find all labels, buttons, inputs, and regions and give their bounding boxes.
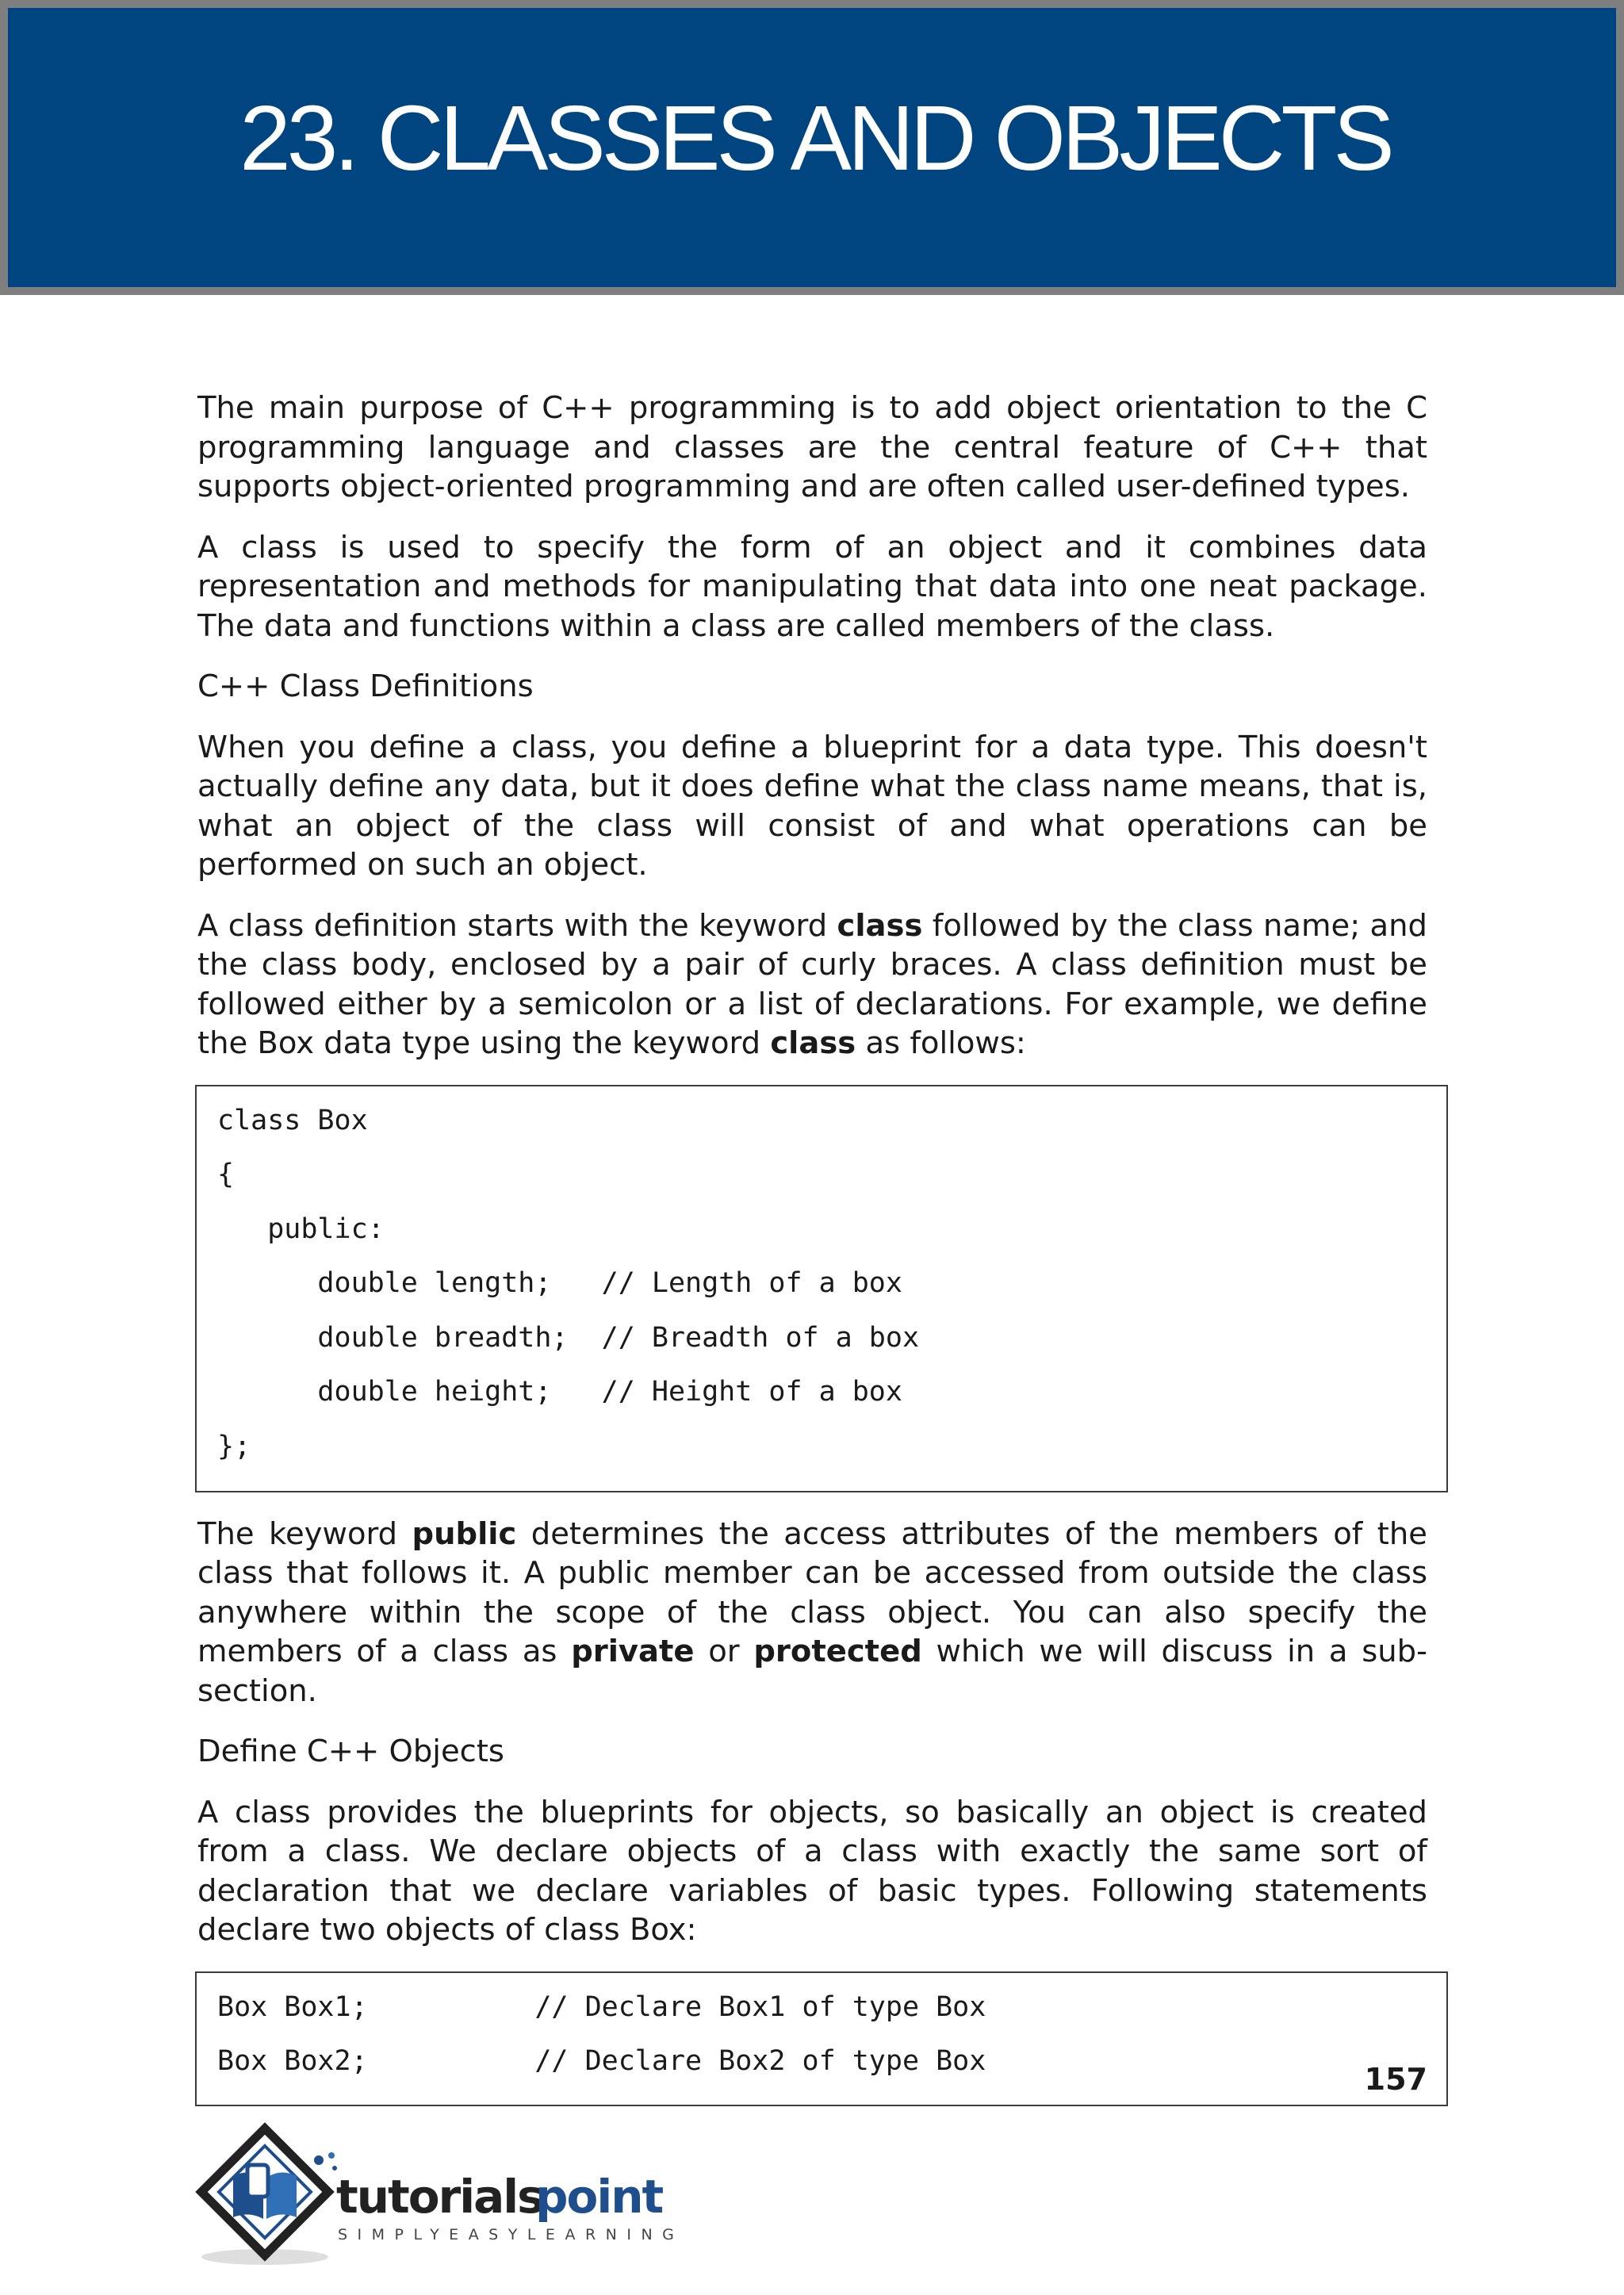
intro-paragraph-1: The main purpose of C++ programming is to add object orientation to the C programming language and classes are the central feature of C++ that supports object-oriented programming and are often called user-defined types. <box>197 390 1427 504</box>
logo-tagline: SIMPLYEASYLEARNING <box>338 2226 684 2243</box>
code-block-declare-objects <box>195 1971 1448 2106</box>
code-line: double length; // Length of a box <box>217 1267 902 1300</box>
code-line: Box Box2; // Declare Box2 of type Box <box>217 2044 986 2077</box>
section-heading-define-objects: Define C++ Objects <box>197 1734 504 1770</box>
define-objects-paragraph: A class provides the blueprints for objects, so basically an object is created from a class. We declare objects of a class with exactly the same sort of declaration that we declare variables of basic types. Following statements declare two objects of class Box: <box>197 1794 1427 1948</box>
page-content <box>197 389 1427 2128</box>
class-definition-paragraph-1: When you define a class, you define a blueprint for a data type. This doesn't actually define any data, but it does define what the class name means, that is, what an object of the class will consist of and what operations can be performed on such an object. <box>197 729 1427 883</box>
keyword-class: class <box>770 1025 856 1061</box>
chapter-title: 23. CLASSES AND OBJECTS <box>239 86 1391 190</box>
keyword-private: private <box>571 1634 695 1670</box>
code-line: public: <box>217 1213 385 1245</box>
class-definition-paragraph-2: A class definition starts with the keyword class followed by the class name; and the class body, enclosed by a pair of curly braces. A class definition must be followed either by a semicolon or a list of declarations. For example, we define the Box data type using the keyword class as follows: <box>197 907 1427 1061</box>
tutorialspoint-logo <box>195 2119 687 2278</box>
code-line: Box Box1; // Declare Box1 of type Box <box>217 1990 986 2023</box>
code-block-class-box <box>195 1085 1448 1492</box>
logo-brand-right: point <box>535 2170 663 2224</box>
code-line: { <box>217 1159 235 1191</box>
section-heading-class-definitions: C++ Class Definitions <box>197 669 534 704</box>
keyword-class: class <box>837 907 923 944</box>
access-attributes-paragraph: The keyword public determines the access attributes of the members of the class that follows it. A public member can be accessed from outside the class anywhere within the scope of the class object. You can also specify the members of a class as private or protected which we will discuss in a sub-section. <box>197 1515 1427 1709</box>
code-line: double breadth; // Breadth of a box <box>217 1321 920 1354</box>
page-number: 157 <box>1364 2062 1427 2097</box>
keyword-public: public <box>412 1515 517 1552</box>
intro-paragraph-2: A class is used to specify the form of an object and it combines data representation and methods for manipulating that data into one neat package. The data and functions within a class are called members of the class. <box>197 529 1427 644</box>
chapter-banner <box>0 0 1624 295</box>
code-line: }; <box>217 1431 251 1463</box>
code-line: double height; // Height of a box <box>217 1376 902 1408</box>
logo-brand-left: tutorials <box>336 2170 543 2224</box>
code-line: class Box <box>217 1104 368 1136</box>
keyword-protected: protected <box>753 1634 922 1670</box>
